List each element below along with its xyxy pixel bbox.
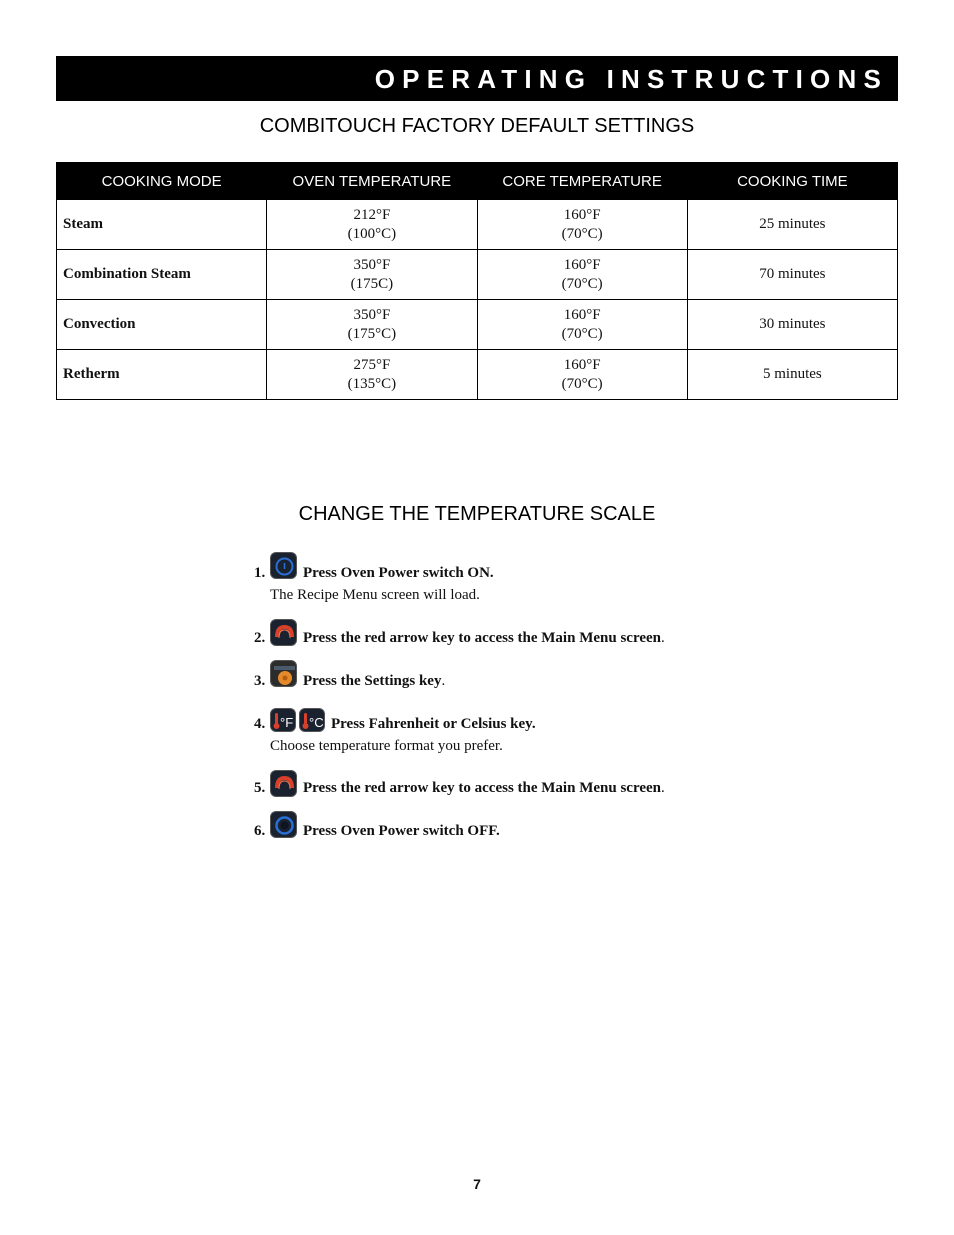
core-temp-f: 160°F xyxy=(563,256,601,273)
step-number: 3. xyxy=(254,673,266,689)
step-number: 6. xyxy=(254,823,266,839)
cooking-time-cell: 70 minutes xyxy=(687,250,897,300)
oven-temp-f: 350°F xyxy=(353,306,391,323)
oven-temp-c: (100°C) xyxy=(347,225,397,242)
celsius-icon[interactable] xyxy=(299,708,325,732)
oven-temp-cell xyxy=(267,300,477,350)
core-temp-f: 160°F xyxy=(563,206,601,223)
svg-text:°C: °C xyxy=(309,715,324,730)
red-arrow-icon xyxy=(270,619,297,646)
oven-temp-f: 212°F xyxy=(353,206,391,223)
core-temp-c: (70°C) xyxy=(561,325,603,342)
red-arrow-icon xyxy=(270,770,297,797)
cooking-time-cell: 25 minutes xyxy=(687,200,897,250)
power-on-icon xyxy=(270,552,297,579)
column-header: COOKING MODE xyxy=(57,163,267,200)
step-text: Press Oven Power switch ON. xyxy=(303,565,494,581)
oven-temp-c: (175°C) xyxy=(347,325,397,342)
table-header-row xyxy=(57,163,898,200)
core-temp-c: (70°C) xyxy=(561,225,603,242)
page-header-title: OPERATING INSTRUCTIONS xyxy=(374,64,888,94)
core-temp-cell xyxy=(477,300,687,350)
svg-text:°F: °F xyxy=(280,715,294,730)
step-text: Press Fahrenheit or Celsius key. xyxy=(331,716,536,732)
core-temp-f: 160°F xyxy=(563,306,601,323)
step-text: Press the Settings key. xyxy=(303,673,446,689)
cooking-mode-cell: Convection xyxy=(57,300,267,350)
cooking-time-cell: 30 minutes xyxy=(687,300,897,350)
power-off-icon xyxy=(270,811,297,838)
cooking-mode-cell: Steam xyxy=(57,200,267,250)
cooking-time-cell: 5 minutes xyxy=(687,350,897,400)
step-number: 1. xyxy=(254,565,266,581)
core-temp-c: (70°C) xyxy=(561,275,603,292)
oven-temp-c: (135°C) xyxy=(347,375,397,392)
step-subtext: The Recipe Menu screen will load. xyxy=(270,587,480,603)
core-temp-c: (70°C) xyxy=(561,375,603,392)
table-row xyxy=(57,200,898,250)
column-header: OVEN TEMPERATURE xyxy=(267,163,477,200)
step-text: Press the red arrow key to access the Main Menu screen. xyxy=(303,630,665,646)
oven-temp-cell xyxy=(267,350,477,400)
fahrenheit-icon[interactable] xyxy=(270,708,296,732)
step-number: 2. xyxy=(254,630,266,646)
column-header: CORE TEMPERATURE xyxy=(477,163,687,200)
oven-temp-cell xyxy=(267,250,477,300)
table-row xyxy=(57,300,898,350)
core-temp-cell xyxy=(477,350,687,400)
step-number: 4. xyxy=(254,716,266,732)
core-temp-f: 160°F xyxy=(563,356,601,373)
header-bar xyxy=(56,56,898,101)
table-row xyxy=(57,350,898,400)
oven-temp-f: 350°F xyxy=(353,256,391,273)
oven-temp-cell xyxy=(267,200,477,250)
step-number: 5. xyxy=(254,780,266,796)
step-text: Press Oven Power switch OFF. xyxy=(303,823,500,839)
table-row xyxy=(57,250,898,300)
page-number: 7 xyxy=(473,1176,481,1192)
core-temp-cell xyxy=(477,250,687,300)
step-subtext: Choose temperature format you prefer. xyxy=(270,738,503,754)
oven-temp-c: (175C) xyxy=(350,275,394,292)
default-settings-table xyxy=(56,162,898,400)
factory-defaults-heading: COMBITOUCH FACTORY DEFAULT SETTINGS xyxy=(259,115,695,137)
oven-temp-f: 275°F xyxy=(353,356,391,373)
temperature-scale-heading: CHANGE THE TEMPERATURE SCALE xyxy=(298,503,656,525)
cooking-mode-cell: Combination Steam xyxy=(57,250,267,300)
core-temp-cell xyxy=(477,200,687,250)
cooking-mode-cell: Retherm xyxy=(57,350,267,400)
column-header: COOKING TIME xyxy=(687,163,897,200)
step-text: Press the red arrow key to access the Main Menu screen. xyxy=(303,780,665,796)
settings-icon xyxy=(270,660,297,687)
